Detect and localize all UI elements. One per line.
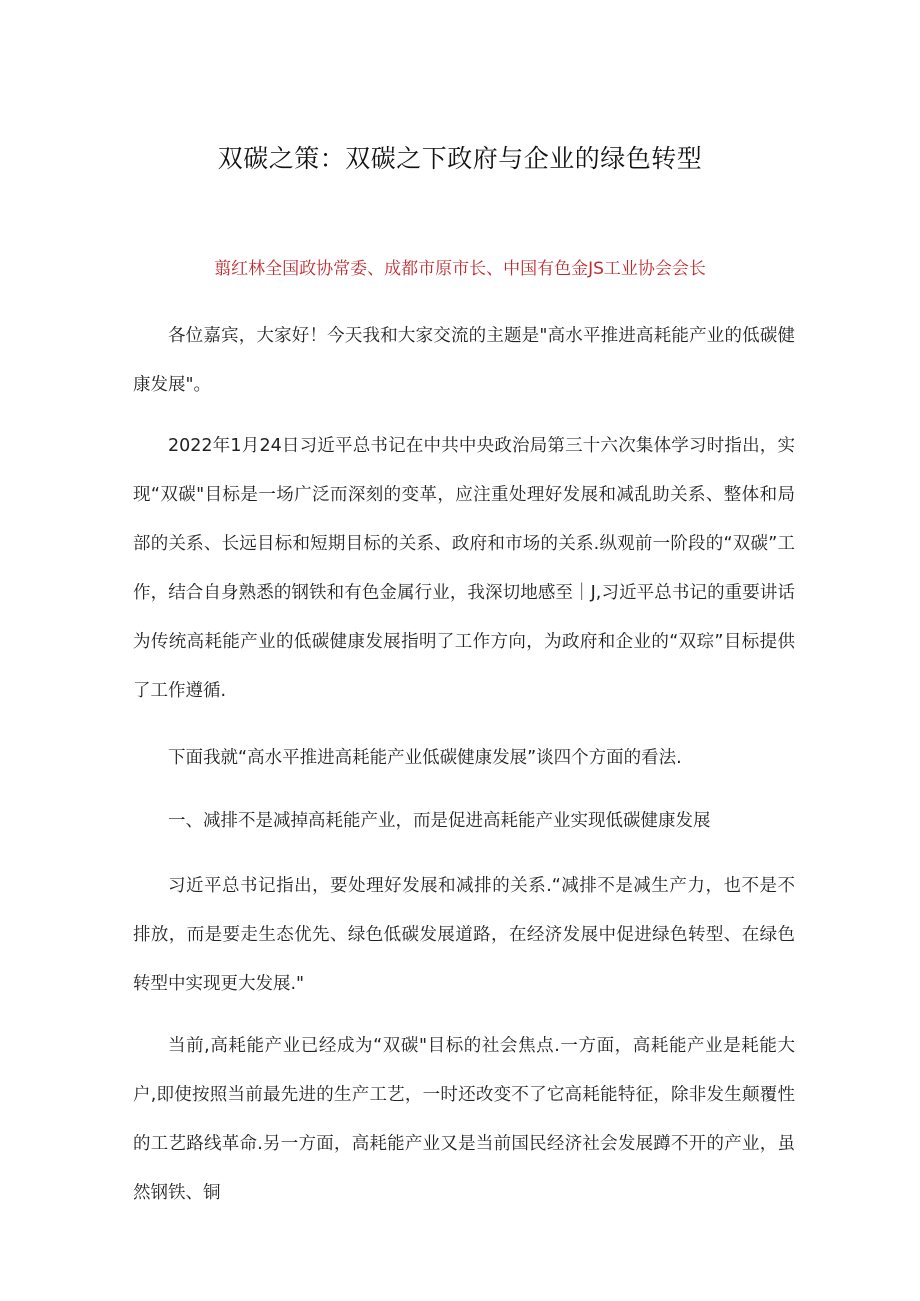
paragraph-current-situation: 当前,高耗能产业已经成为“双碳"目标的社会焦点.一方面，高耗能产业是耗能大户,即使按照当前最先进的生产工艺，一时还改变不了它高耗能特征，除非发生颠覆性的工艺路线革命.另一方面，高耗能产业又是当前国民经济社会发展蹲不开的产业，虽然钢铁、铜 xyxy=(133,1036,795,1203)
paragraph-greeting: 各位嘉宾，大家好！今天我和大家交流的主题是"高水平推进高耗能产业的低碳健康发展"。 xyxy=(133,326,795,395)
paragraph-background: 2022年1月24日习近平总书记在中共中央政治局第三十六次集体学习时指出，实现“双碳"目标是一场广泛而深刻的变革，应注重处理好发展和减乱助关系、整体和局部的关系、长远目标和短期目标的关系、政府和市场的关系.纵观前一阶段的“双碳”工作，结合自身熟悉的钢铁和有色金属行业，我深切地感至｜J,习近平总书记的重要讲话为传统高耗能产业的低碳健康发展指明了工作方向，为政府和企业的“双琮”目标提供了工作遵循. xyxy=(133,436,795,701)
section-heading-1: 一、减排不是减掉高耗能产业，而是促进高耗能产业实现低碳健康发展 xyxy=(168,811,711,831)
document-title: 双碳之策：双碳之下政府与企业的绿色转型 xyxy=(217,144,703,173)
paragraph-intro: 下面我就“高水平推进高耗能产业低碳健康发展”谈四个方面的看法. xyxy=(168,748,682,768)
author-line: 翦红林全国政协常委、成都市原市长、中国有色金JS工业协会会长 xyxy=(214,259,706,279)
paragraph-quote: 习近平总书记指出，要处理好发展和减排的关系.“减排不是减生产力，也不是不排放，而是要走生态优先、绿色低碳发展道路，在经济发展中促进绿色转型、在绿色转型中实现更大发展." xyxy=(133,876,795,994)
